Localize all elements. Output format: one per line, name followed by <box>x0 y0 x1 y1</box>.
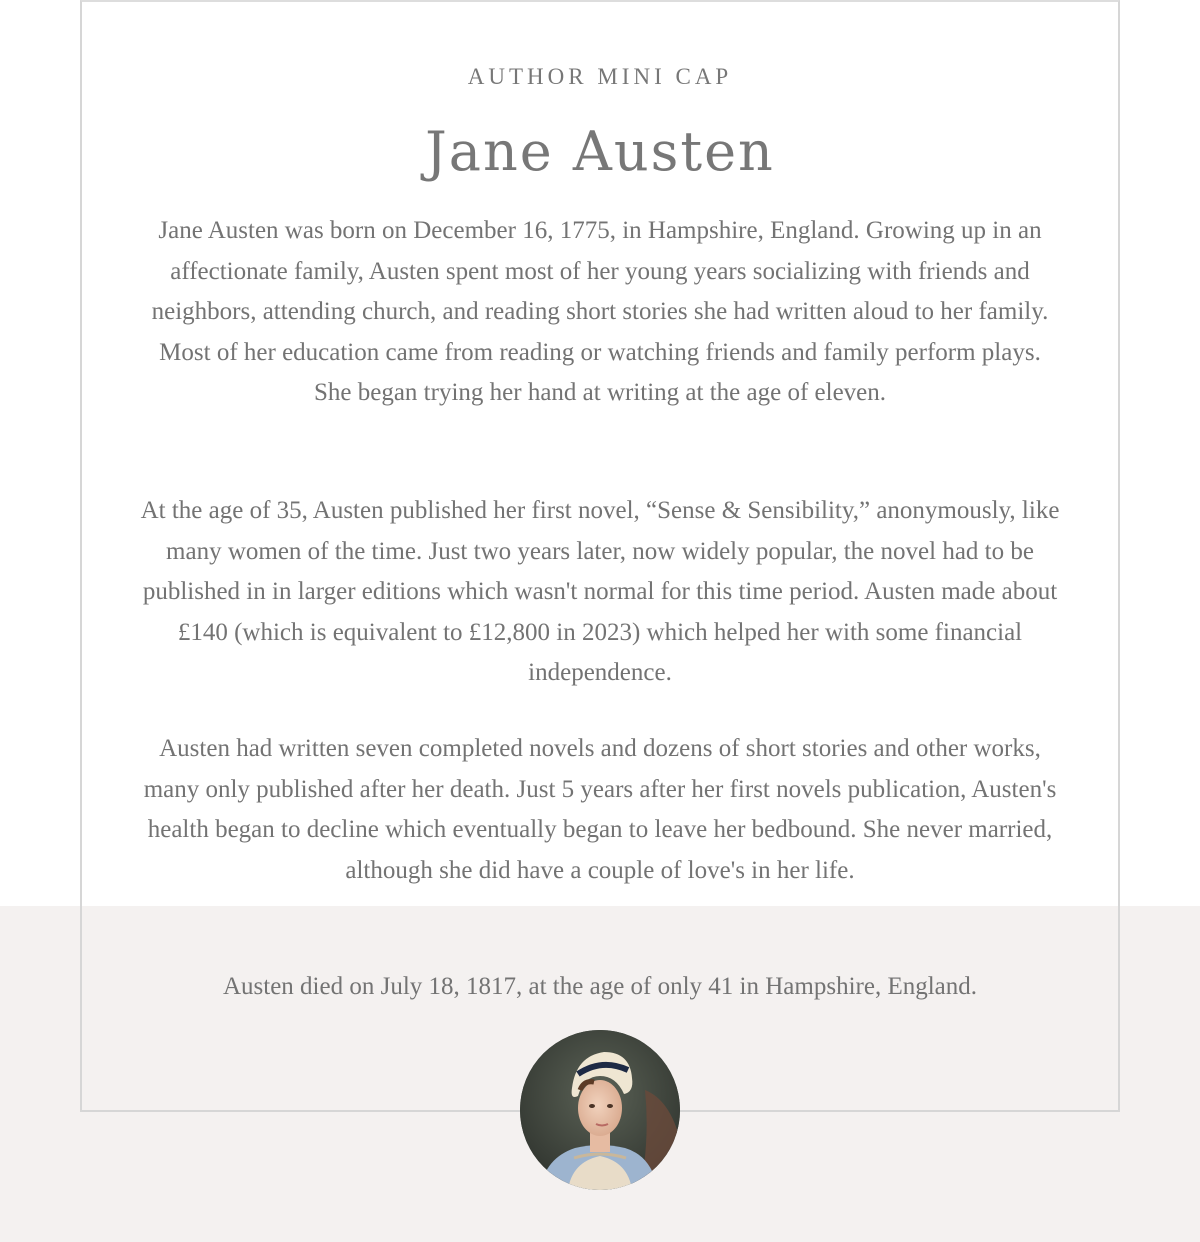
bio-paragraph-early-life: Jane Austen was born on December 16, 1775, in Hampshire, England. Growing up in an affectionate family, Austen spent most of her young years socializing with friends and neighbors, attending church, and reading short stories she had written aloud to her family. Most of her education came from reading or watching friends and family perform plays. She began trying her hand at writing at the age of eleven. <box>151 217 1049 406</box>
author-name-title: Jane Austen <box>425 120 775 183</box>
bio-paragraph-later-life: Austen had written seven completed novels and dozens of short stories and other works, many only published after her death. Just 5 years after her first novels publication, Austen's health began to decline which eventually began to leave her bedbound. She never married, although she did have a couple of love's in her life. <box>143 735 1057 884</box>
bio-paragraph-first-novel: At the age of 35, Austen published her first novel, “Sense & Sensibility,” anonymously, like many women of the time. Just two years later, now widely popular, the novel had to be published in in larger editions which wasn't normal for this time period. Austen made about £140 (which is equivalent to £12,800 in 2023) which helped her with some financial independence. <box>140 497 1060 686</box>
author-portrait-image <box>520 1030 680 1190</box>
section-eyebrow: AUTHOR MINI CAP <box>467 64 733 89</box>
bio-paragraph-death: Austen died on July 18, 1817, at the age of only 41 in Hampshire, England. <box>222 973 978 1000</box>
portrait-illustration <box>520 1030 680 1190</box>
